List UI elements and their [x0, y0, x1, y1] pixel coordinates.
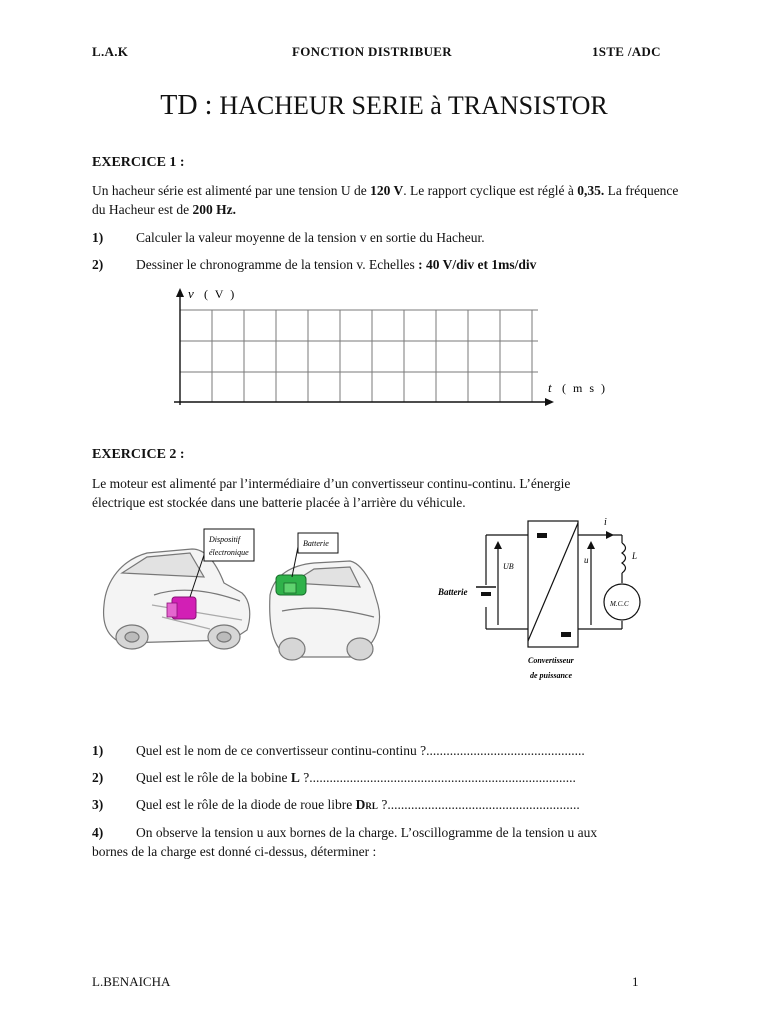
ex1-q2-text: Dessiner le chronogramme de la tension v. Echelles [136, 257, 419, 272]
circuit-i-label: i [604, 517, 607, 528]
battery-label: Batterie [303, 539, 329, 548]
ex1-q2-num: 2) [92, 257, 104, 272]
footer-page-number: 1 [632, 974, 639, 989]
circuit-battery-label: Batterie [438, 587, 468, 597]
x-axis-unit: ( m s ) [562, 381, 607, 395]
inductor-symbol [622, 543, 626, 573]
ex1-intro-t1: Un hacheur série est alimenté par une tension U de [92, 183, 371, 198]
header-left: L.A.K [92, 44, 129, 59]
x-axis-label: t [548, 380, 552, 395]
header-right: 1STE /ADC [592, 44, 661, 59]
ex2-q2-dots: ............................................................................... [309, 770, 576, 785]
ex2-q2-bold: L [290, 770, 300, 785]
ex1-heading: EXERCICE 1 : [92, 155, 185, 170]
battery-plate-short [481, 592, 491, 596]
ex1-intro-b1: 120 V [370, 183, 404, 198]
ex2-heading: EXERCICE 2 : [92, 447, 185, 462]
ex2-q1-text: Quel est le nom de ce convertisseur continu-continu ? [136, 743, 427, 758]
circuit-converter-label-line1: Convertisseur [528, 656, 574, 665]
ex2-q3-bold: D [355, 797, 366, 812]
circuit-ub-label: UB [503, 562, 514, 571]
ex2-question-4 [92, 823, 682, 861]
ex2-q3-sub: RL [365, 801, 378, 811]
circuit-converter-label-line2: de puissance [530, 671, 572, 680]
ex1-intro-t3: La fréquence du Hacheur est de [92, 183, 679, 217]
y-axis-label: v [188, 286, 194, 301]
ex2-q4-num: 4) [92, 825, 104, 840]
ex1-question-1 [92, 228, 485, 247]
ex1-intro-b2: 0,35. [577, 183, 605, 198]
ex1-intro [92, 181, 682, 219]
ex1-intro-t2: . Le rapport cyclique est réglé à [403, 183, 578, 198]
footer-author: L.BENAICHA [92, 974, 171, 989]
ex1-q1-num: 1) [92, 230, 104, 245]
ex2-question-2 [92, 768, 576, 787]
ex1-intro-b3: 200 Hz. [192, 202, 236, 217]
ex2-q3-after: ? [377, 797, 388, 812]
ex2-q3-text: Quel est le rôle de la diode de roue libre [136, 797, 356, 812]
ex2-question-1 [92, 741, 585, 760]
circuit-u-label: u [584, 555, 589, 565]
ex2-intro-line2: électrique est stockée dans une batterie placée à l’arrière du véhicule. [92, 495, 466, 510]
ex2-q2-text: Quel est le rôle de la bobine [136, 770, 291, 785]
ex2-q2-after: ? [299, 770, 310, 785]
page-title [0, 90, 768, 122]
ex2-question-3 [92, 795, 580, 816]
title-main: HACHEUR SERIE à TRANSISTOR [219, 91, 608, 120]
title-prefix: TD : [160, 90, 213, 121]
ex2-q3-num: 3) [92, 797, 104, 812]
ex2-q4-line1: On observe la tension u aux bornes de la charge. L’oscillogramme de la tension u aux [136, 825, 598, 840]
header-center: FONCTION DISTRIBUER [292, 44, 452, 59]
chronogram-grid [150, 280, 620, 410]
ex2-q3-dots: ......................................................... [387, 797, 580, 812]
circuit-l-label: L [632, 551, 638, 561]
ex2-q2-num: 2) [92, 770, 104, 785]
ex2-q1-dots: ............................................... [426, 743, 585, 758]
device-label-line1: Dispositif [209, 535, 241, 544]
ex2-q1-num: 1) [92, 743, 104, 758]
current-arrow [606, 531, 614, 539]
ex2-intro [92, 474, 692, 512]
ex1-q1-text: Calculer la valeur moyenne de la tension v en sortie du Hacheur. [136, 230, 485, 245]
car-illustrations [92, 525, 392, 675]
device-label-line2: électronique [209, 548, 249, 557]
ex1-q2-bold: : 40 V/div et 1ms/div [418, 257, 537, 272]
ex2-intro-line1: Le moteur est alimenté par l’intermédiaire d’un convertisseur continu-continu. L’énergie [92, 476, 571, 491]
circuit-motor-label: M.C.C [610, 600, 629, 608]
ex2-q4-line2: bornes de la charge est donné ci-dessus, déterminer : [92, 844, 377, 859]
y-axis-unit: ( V ) [204, 287, 237, 301]
ex1-question-2 [92, 255, 536, 274]
circuit-diagram [436, 515, 666, 690]
